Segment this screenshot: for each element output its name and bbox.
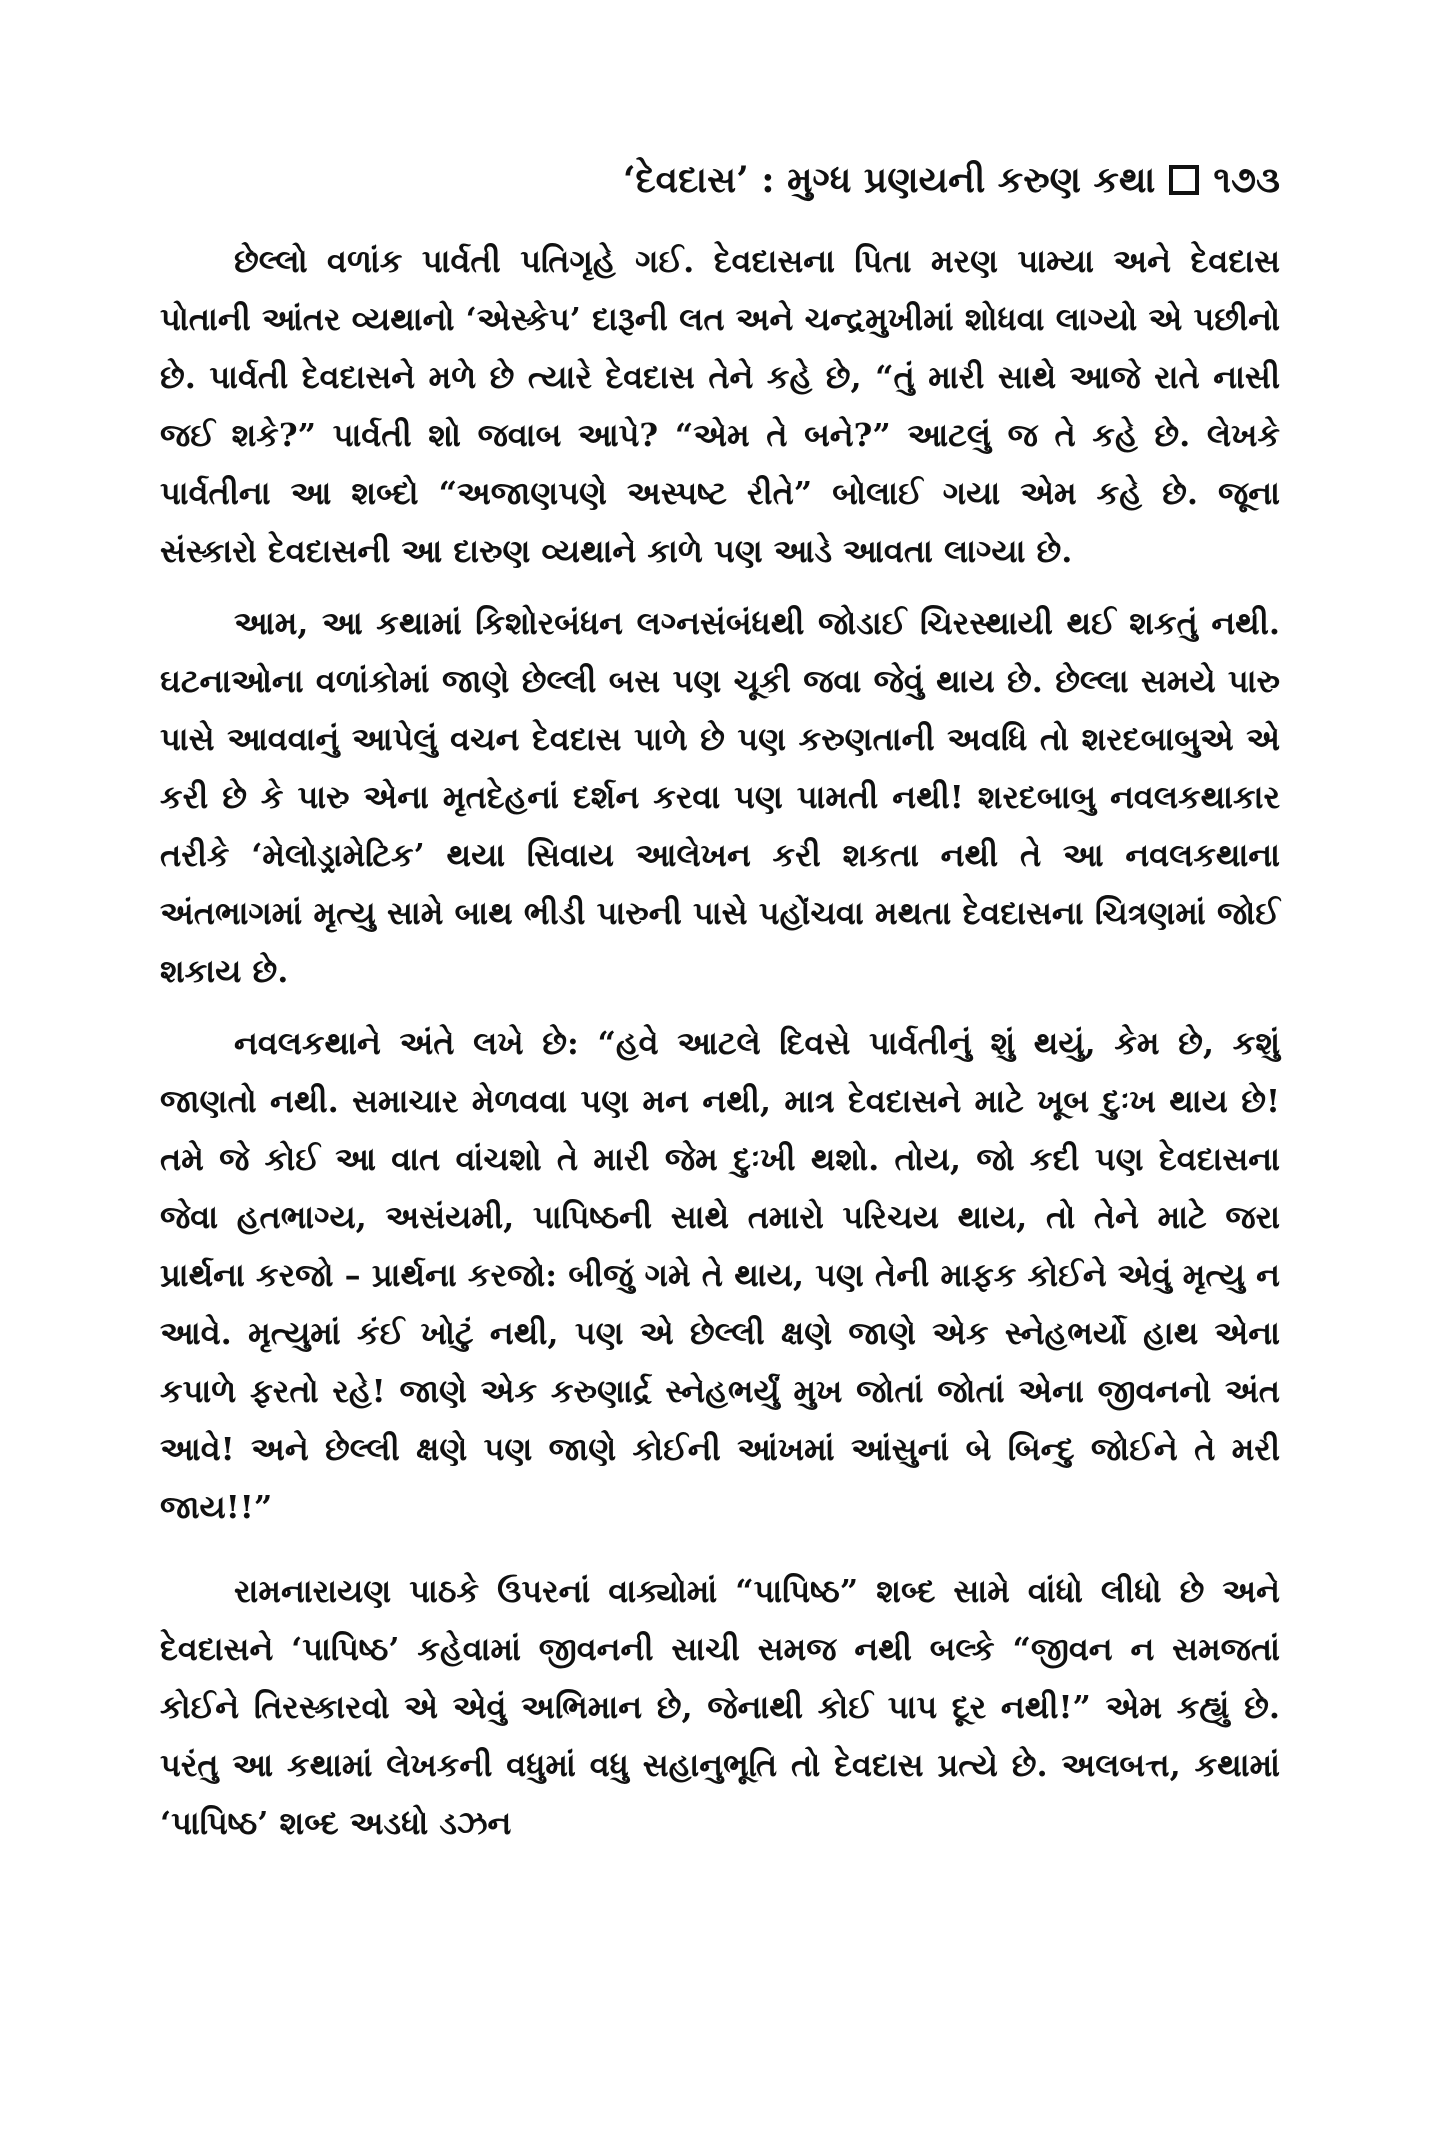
paragraph-1: છેલ્લો વળાંક પાર્વતી પતિગૃહે ગઈ. દેવદાસના પિતા મરણ પામ્યા અને દેવદાસ પોતાની આંતર વ્યથાનો ‘એસ્કેપ’ દારૂની લત અને ચન્દ્રમુખીમાં શોધવા લાગ્યો એ પછીનો છે. પાર્વતી દેવદાસને મળે છે ત્યારે દેવદાસ તેને કહે છે, “તું મારી સાથે આજે રાતે નાસી જઈ શકે?” પાર્વતી શો જવાબ આપે? “એમ તે બને?” આટલું જ તે કહે છે. લેખકે પાર્વતીના આ શબ્દો “અજાણપણે અસ્પષ્ટ રીતે” બોલાઈ ગયા એમ કહે છે. જૂના સંસ્કારો દેવદાસની આ દારુણ વ્યથાને કાળે પણ આડે આવતા લાગ્યા છે. [160,242,1280,570]
body-text [160,232,1280,1866]
page-number: ૧૭૩ [1213,158,1280,201]
paragraph-3: નવલકથાને અંતે લખે છે: “હવે આટલે દિવસે પાર્વતીનું શું થયું, કેમ છે, કશું જાણતો નથી. સમાચાર મેળવવા પણ મન નથી, માત્ર દેવદાસને માટે ખૂબ દુઃખ થાય છે! તમે જે કોઈ આ વાત વાંચશો તે મારી જેમ દુઃખી થશો. તોય, જો કદી પણ દેવદાસના જેવા હતભાગ્ય, અસંયમી, પાપિષ્ઠની સાથે તમારો પરિચય થાય, તો તેને માટે જરા પ્રાર્થના કરજો – પ્રાર્થના કરજો: બીજું ગમે તે થાય, પણ તેની માફક કોઈને એવું મૃત્યુ ન આવે. મૃત્યુમાં કંઈ ખોટું નથી, પણ એ છેલ્લી ક્ષણે જાણે એક સ્નેહભર્યો હાથ એના કપાળે ફરતો રહે! જાણે એક કરુણાર્દ્ર સ્નેહભર્યું મુખ જોતાં જોતાં એના જીવનનો અંત આવે! અને છેલ્લી ક્ષણે પણ જાણે કોઈની આંખમાં આંસુનાં બે બિન્દુ જોઈને તે મરી જાય!!” [160,1024,1280,1526]
paragraph-2: આમ, આ કથામાં કિશોરબંધન લગ્નસંબંધથી જોડાઈ ચિરસ્થાયી થઈ શકતું નથી. ઘટનાઓના વળાંકોમાં જાણે છેલ્લી બસ પણ ચૂકી જવા જેવું થાય છે. છેલ્લા સમયે પારુ પાસે આવવાનું આપેલું વચન દેવદાસ પાળે છે પણ કરુણતાની અવધિ તો શરદબાબુએ એ કરી છે કે પારુ એના મૃતદેહનાં દર્શન કરવા પણ પામતી નથી! શરદબાબુ નવલકથાકાર તરીકે ‘મેલોડ્રામેટિક’ થયા સિવાય આલેખન કરી શકતા નથી તે આ નવલકથાના અંતભાગમાં મૃત્યુ સામે બાથ ભીડી પારુની પાસે પહોંચવા મથતા દેવદાસના ચિત્રણમાં જોઈ શકાય છે. [160,604,1280,990]
paragraph-4: રામનારાયણ પાઠકે ઉપરનાં વાક્યોમાં “પાપિષ્ઠ” શબ્દ સામે વાંધો લીધો છે અને દેવદાસને ‘પાપિષ્ઠ’ કહેવામાં જીવનની સાચી સમજ નથી બલ્કે “જીવન ન સમજતાં કોઈને તિરસ્કારવો એ એવું અભિમાન છે, જેનાથી કોઈ પાપ દૂર નથી!” એમ કહ્યું છે. પરંતુ આ કથામાં લેખકની વધુમાં વધુ સહાનુભૂતિ તો દેવદાસ પ્રત્યે છે. અલબત્ત, કથામાં ‘પાપિષ્ઠ’ શબ્દ અડધો ડઝન [160,1572,1280,1842]
running-header [560,150,1280,210]
header-box-icon [1169,165,1199,195]
running-header-title: ‘દેવદાસ’ : મુગ્ધ પ્રણયની કરુણ કથા [623,158,1156,201]
